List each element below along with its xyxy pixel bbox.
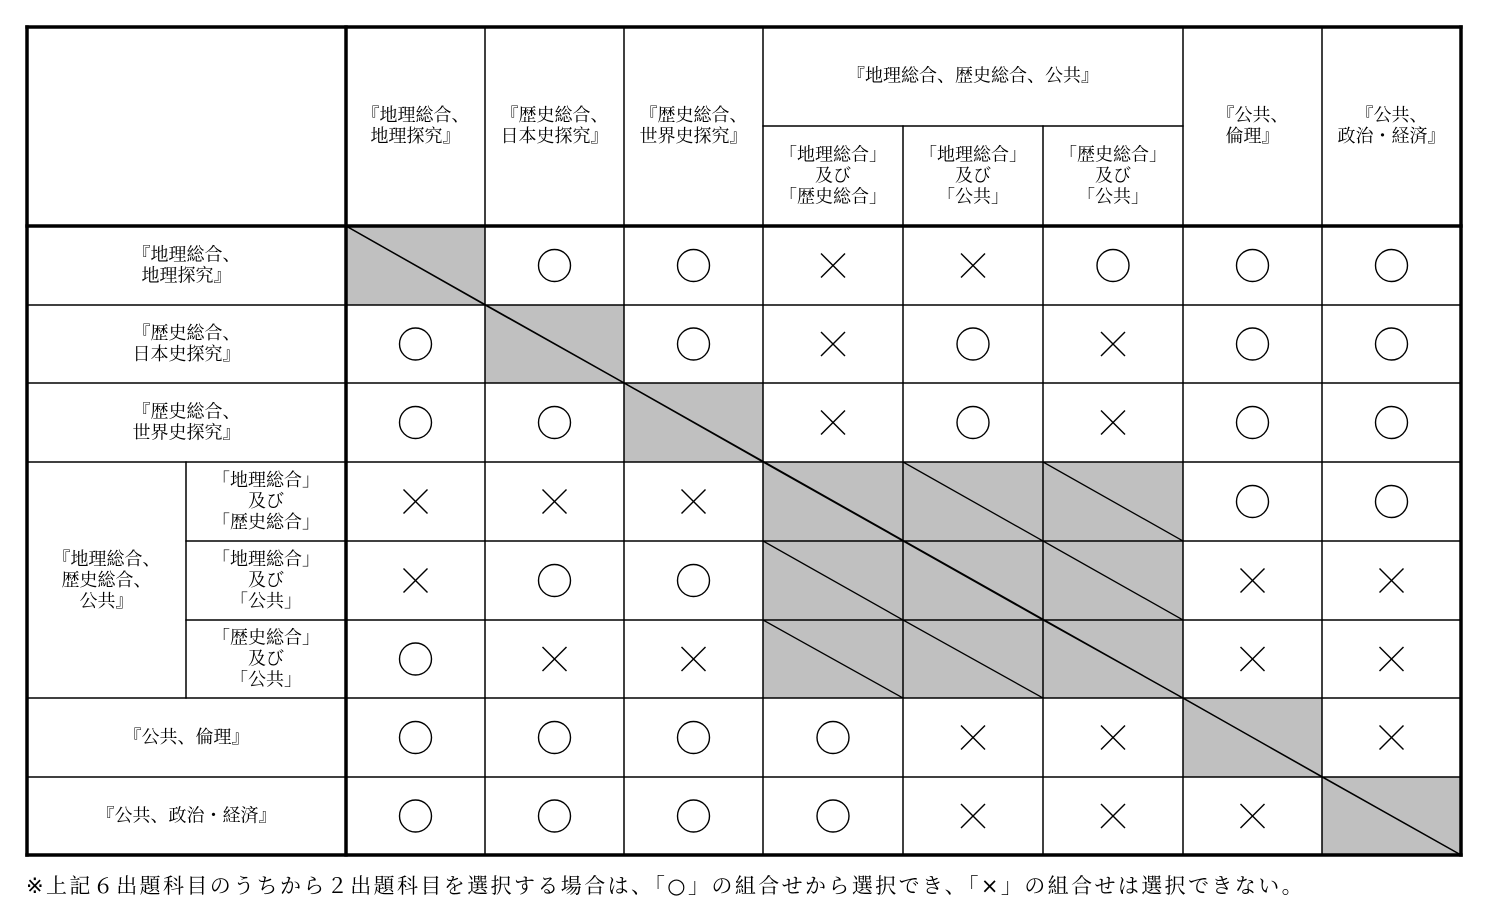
row-header-geo-pub: 「地理総合」 <box>212 549 320 571</box>
mark-circle <box>678 722 710 754</box>
row-header-hist-pub: 及び <box>248 648 284 670</box>
footnote: ※上記６出題科目のうちから２出題科目を選択する場合は、「○」の組合せから選択でき、「×」の組合せは選択できない。 <box>26 874 1306 898</box>
row-header-geo-explore: 地理探究』 <box>141 265 232 287</box>
row-header-geo-hist: 「歴史総合」 <box>212 511 320 533</box>
column-header-politics: 政治・経済』 <box>1337 125 1446 147</box>
mark-circle <box>678 328 710 360</box>
mark-cross <box>404 490 428 514</box>
mark-cross <box>1241 647 1265 671</box>
mark-cross <box>682 490 706 514</box>
row-header-world-history: 『歴史総合、 <box>132 401 241 423</box>
row-header-geo-hist: 「地理総合」 <box>212 470 320 492</box>
column-header-geo-explore: 『地理総合、 <box>361 105 470 127</box>
column-header-world-history: 『歴史総合、 <box>639 105 748 127</box>
mark-circle <box>957 328 989 360</box>
mark-circle <box>817 800 849 832</box>
mark-circle <box>1237 486 1269 518</box>
row-header-combined-group: 公共』 <box>79 590 134 612</box>
mark-circle <box>1376 407 1408 439</box>
column-header-hist-pub: 「歴史総合」 <box>1059 144 1167 166</box>
mark-circle <box>400 722 432 754</box>
row-header-world-history: 世界史探究』 <box>132 422 241 444</box>
row-header-hist-pub: 「歴史総合」 <box>212 627 320 649</box>
column-header-geo-hist: 及び <box>815 165 851 187</box>
mark-cross <box>1241 569 1265 593</box>
mark-circle <box>1376 486 1408 518</box>
mark-circle <box>539 722 571 754</box>
row-header-jp-history: 『歴史総合、 <box>132 323 241 345</box>
mark-cross <box>961 726 985 750</box>
row-header-geo-hist: 及び <box>248 491 284 512</box>
mark-cross <box>1101 332 1125 356</box>
mark-cross <box>404 569 428 593</box>
mark-cross <box>961 804 985 828</box>
mark-cross <box>821 332 845 356</box>
column-header-jp-history: 『歴史総合、 <box>500 105 609 127</box>
mark-cross <box>1241 804 1265 828</box>
column-header-ethics: 『公共、 <box>1216 105 1289 127</box>
column-header-geo-hist: 「歴史総合」 <box>779 186 887 208</box>
row-header-jp-history: 日本史探究』 <box>132 343 241 365</box>
mark-cross <box>1380 726 1404 750</box>
row-header-geo-pub: 及び <box>248 570 284 591</box>
mark-cross <box>1101 804 1125 828</box>
column-header-geo-explore: 地理探究』 <box>370 125 461 147</box>
mark-circle <box>539 407 571 439</box>
mark-circle <box>678 250 710 282</box>
column-header-geo-pub: 及び <box>955 165 991 187</box>
column-header-world-history: 世界史探究』 <box>639 125 748 147</box>
column-header-politics: 『公共、 <box>1355 105 1428 127</box>
mark-cross <box>1380 569 1404 593</box>
row-header-hist-pub: 「公共」 <box>230 669 302 691</box>
mark-circle <box>539 250 571 282</box>
mark-circle <box>1376 250 1408 282</box>
mark-circle <box>678 565 710 597</box>
column-header-hist-pub: 「公共」 <box>1077 186 1149 208</box>
mark-circle <box>1376 328 1408 360</box>
mark-cross <box>821 254 845 278</box>
mark-circle <box>817 722 849 754</box>
row-header-politics: 『公共、政治・経済』 <box>96 805 277 827</box>
mark-circle <box>1237 250 1269 282</box>
row-header-combined-group: 『地理総合、 <box>52 549 161 571</box>
mark-circle <box>1097 250 1129 282</box>
row-header-combined-group: 歴史総合、 <box>61 570 152 591</box>
row-header-ethics: 『公共、倫理』 <box>123 727 250 748</box>
mark-circle <box>678 800 710 832</box>
mark-cross <box>1101 726 1125 750</box>
mark-cross <box>543 490 567 514</box>
column-header-combined-group: 『地理総合、歴史総合、公共』 <box>847 65 1099 87</box>
mark-circle <box>1237 328 1269 360</box>
mark-cross <box>543 647 567 671</box>
mark-circle <box>400 407 432 439</box>
mark-cross <box>682 647 706 671</box>
column-header-ethics: 倫理』 <box>1225 125 1280 147</box>
mark-cross <box>1101 411 1125 435</box>
mark-circle <box>400 800 432 832</box>
mark-circle <box>400 328 432 360</box>
column-header-jp-history: 日本史探究』 <box>500 125 609 147</box>
mark-cross <box>821 411 845 435</box>
mark-circle <box>957 407 989 439</box>
mark-circle <box>1237 407 1269 439</box>
row-header-geo-pub: 「公共」 <box>230 590 302 612</box>
row-header-geo-explore: 『地理総合、 <box>132 244 241 266</box>
column-header-geo-pub: 「公共」 <box>937 186 1009 208</box>
mark-circle <box>539 800 571 832</box>
column-header-geo-hist: 「地理総合」 <box>779 144 887 166</box>
mark-cross <box>1380 647 1404 671</box>
mark-cross <box>961 254 985 278</box>
mark-circle <box>400 643 432 675</box>
column-header-hist-pub: 及び <box>1095 165 1131 187</box>
column-header-geo-pub: 「地理総合」 <box>919 144 1027 166</box>
mark-circle <box>539 565 571 597</box>
